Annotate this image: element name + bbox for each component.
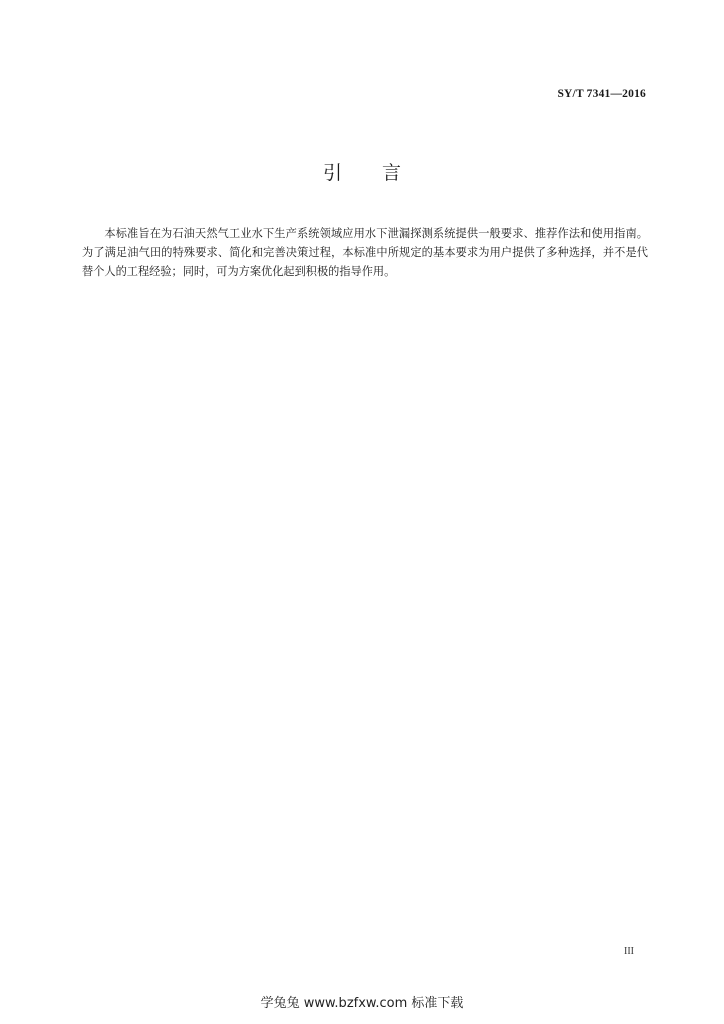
introduction-paragraph: 本标准旨在为石油天然气工业水下生产系统领域应用水下泄漏探测系统提供一般要求、推荐作法和使用指南。为了满足油气田的特殊要求、简化和完善决策过程，本标准中所规定的基本要求为用户提供了多种选择，并不是代替个人的工程经验；同时，可为方案优化起到积极的指导作用。 bbox=[82, 227, 648, 278]
site-watermark: 学兔兔 www.bzfxw.com 标准下载 bbox=[260, 996, 464, 1011]
page-number: III bbox=[624, 946, 634, 957]
page-title bbox=[0, 158, 724, 185]
standard-number: SY/T 7341—2016 bbox=[557, 88, 646, 100]
title-char-1: 引 bbox=[322, 162, 342, 184]
title-char-2: 言 bbox=[382, 162, 402, 184]
